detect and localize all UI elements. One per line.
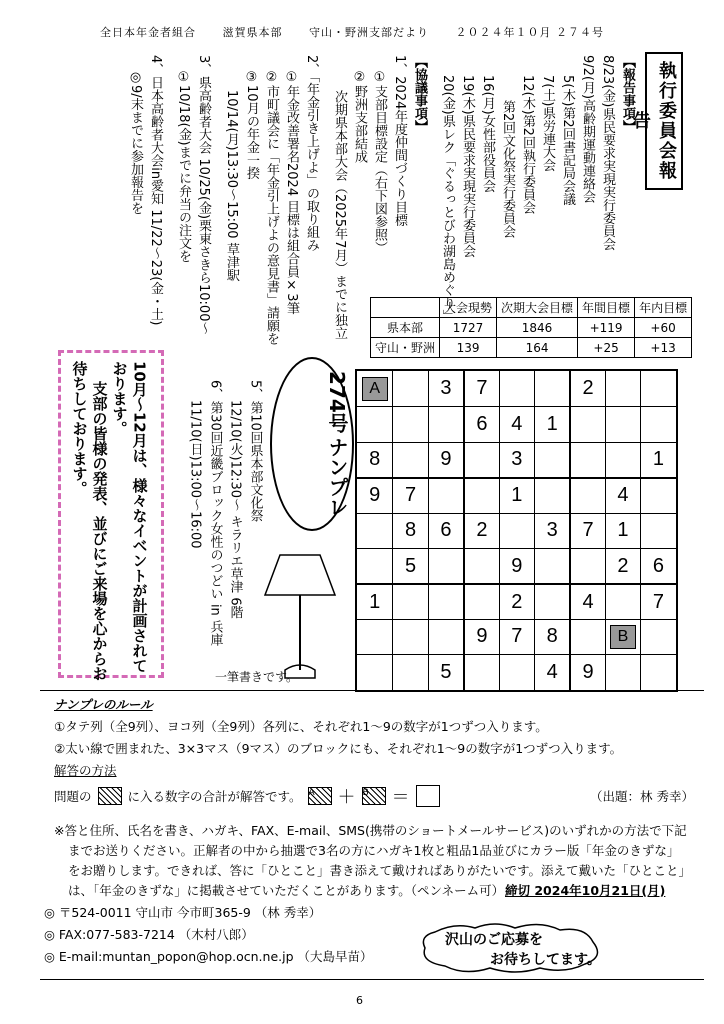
sudoku-cell[interactable]: 3 xyxy=(499,442,534,477)
sudoku-cell[interactable] xyxy=(640,619,675,654)
sudoku-cell[interactable]: 7 xyxy=(499,619,534,654)
sudoku-cell[interactable]: 2 xyxy=(605,548,640,583)
sudoku-cell[interactable] xyxy=(605,371,640,406)
table-cell: 139 xyxy=(440,338,497,358)
sudoku-cell[interactable]: 7 xyxy=(569,513,604,548)
sudoku-cell[interactable] xyxy=(357,513,392,548)
sudoku-cell[interactable] xyxy=(605,406,640,441)
table-cell: +13 xyxy=(635,338,692,358)
agenda-item: ◎9/末までに参加報告を xyxy=(128,70,143,215)
sudoku-cell[interactable]: 3 xyxy=(428,371,463,406)
sudoku-cell[interactable] xyxy=(428,548,463,583)
header-branch: 滋賀県本部 xyxy=(222,26,283,39)
sudoku-cell[interactable] xyxy=(605,583,640,618)
sudoku-cell[interactable] xyxy=(463,442,498,477)
puzzle-issue: 274号 xyxy=(325,371,349,433)
sudoku-cell[interactable] xyxy=(534,442,569,477)
email-address[interactable]: ◎ E-mail:muntan_popon@hop.ocn.ne.jp （大島早苗） xyxy=(44,949,373,964)
agenda-item: ①支部目標設定（右下図参照） xyxy=(372,70,387,254)
sudoku-cell[interactable]: 9 xyxy=(463,619,498,654)
sudoku-cell[interactable]: 8 xyxy=(357,442,392,477)
header-issue: ２０２４年１０月 ２７４号 xyxy=(455,26,604,39)
puzzle-caption: 一筆書きです。 xyxy=(215,670,299,684)
sudoku-cell[interactable] xyxy=(428,619,463,654)
rule-1: ①タテ列（全9列）、ヨコ列（全9列）各列に、それぞれ1～9の数字が1つずつ入ります。 xyxy=(54,719,548,734)
sudoku-cell[interactable]: 5 xyxy=(428,654,463,689)
sudoku-cell[interactable]: 8 xyxy=(392,513,427,548)
sudoku-cell[interactable]: 4 xyxy=(569,583,604,618)
table-cell: +119 xyxy=(578,318,635,338)
table-cell: 年内目標 xyxy=(635,298,692,318)
sudoku-cell[interactable] xyxy=(640,513,675,548)
table-cell xyxy=(371,298,440,318)
sudoku-cell[interactable]: 4 xyxy=(499,406,534,441)
sudoku-cell[interactable] xyxy=(392,442,427,477)
marker-b-icon: B xyxy=(362,787,386,805)
table-row xyxy=(371,318,692,338)
table-cell: 1846 xyxy=(497,318,578,338)
note-line: をお贈りします。できれば、答に「ひとこと」書き添えて戴ければありがたいです。添えて戴いた「ひとこと」 xyxy=(68,863,692,878)
puzzle-title: ナンプレ xyxy=(325,436,349,517)
table-row xyxy=(371,338,692,358)
sudoku-cell[interactable] xyxy=(357,619,392,654)
sudoku-cell[interactable]: 9 xyxy=(499,548,534,583)
report-item: 19(木)県民要求実現実行委員会 xyxy=(460,75,475,258)
table-cell: +60 xyxy=(635,318,692,338)
page-title: 執行委員会報告 xyxy=(645,52,683,190)
report-item: 16(月)女性部役員会 xyxy=(480,75,495,193)
sudoku-cell[interactable] xyxy=(605,654,640,689)
answer-formula xyxy=(54,783,694,809)
sudoku-cell[interactable]: 4 xyxy=(534,654,569,689)
report-item: 第2回文化祭実行委員会 xyxy=(500,100,515,239)
sudoku-cell[interactable] xyxy=(428,583,463,618)
sudoku-cell[interactable]: 6 xyxy=(463,406,498,441)
agenda-heading: 【協議事項】 xyxy=(412,55,427,133)
agenda-item: ②市町議会に「年金引上げよの意見書」請願を xyxy=(264,70,279,345)
sudoku-cell[interactable] xyxy=(640,371,675,406)
report-item: 5(木)第2回書記局会議 xyxy=(560,75,575,206)
sudoku-cell[interactable]: 6 xyxy=(640,548,675,583)
sudoku-cell[interactable] xyxy=(605,619,640,654)
table-cell: 守山・野洲 xyxy=(371,338,440,358)
answer-mid: に入る数字の合計が解答です。 xyxy=(127,789,302,804)
marker-b: B xyxy=(610,625,636,649)
note-line: は、「年金のきずな」に掲載させていただくことがあります。（ペンネーム可） xyxy=(68,883,505,898)
sudoku-cell[interactable] xyxy=(499,513,534,548)
rule-2: ②太い線で囲まれた、3×3マス（9マス）のブロックにも、それぞれ1～9の数字が1つずつ入ります。 xyxy=(54,741,623,756)
rules-heading: ナンプレのルール xyxy=(54,697,153,712)
sudoku-cell[interactable]: 6 xyxy=(428,513,463,548)
event-item: 12/10(火)12:30～ キラリエ草津 6階 xyxy=(227,400,243,619)
answer-heading: 解答の方法 xyxy=(54,763,117,778)
event-item: 6、第30回近畿ブロック女性のつどい in 兵庫 xyxy=(207,380,223,646)
sudoku-cell[interactable] xyxy=(392,406,427,441)
table-cell: +25 xyxy=(578,338,635,358)
sudoku-cell[interactable] xyxy=(569,548,604,583)
sudoku-cell[interactable]: 8 xyxy=(534,619,569,654)
marker-a: A xyxy=(362,377,388,401)
notice-line: おります。 xyxy=(110,361,129,436)
sudoku-grid[interactable] xyxy=(355,369,678,692)
table-cell: 大会現勢 xyxy=(440,298,497,318)
sudoku-cell[interactable] xyxy=(640,406,675,441)
fax-number: ◎ FAX:077-583-7214 （木村八郎） xyxy=(44,927,254,942)
sudoku-cell[interactable] xyxy=(463,654,498,689)
page-header xyxy=(100,24,626,40)
membership-stats-table xyxy=(370,297,692,358)
note-line: ※答と住所、氏名を書き、ハガキ、FAX、E-mail、SMS(携帯のショートメールサービス)のいずれかの方法で下記 xyxy=(54,823,687,838)
bubble-line-2: お待ちしてます。 xyxy=(490,952,601,968)
sudoku-cell[interactable]: 7 xyxy=(640,583,675,618)
bubble-line-1: 沢山のご応募を xyxy=(445,932,543,948)
notice-line: 待ちしております。 xyxy=(70,361,89,496)
agenda-item: 10/14(月)13:30～15:00 草津駅 xyxy=(224,90,239,282)
sudoku-cell[interactable] xyxy=(392,654,427,689)
sudoku-cell[interactable]: 1 xyxy=(499,477,534,512)
sudoku-cell[interactable] xyxy=(499,654,534,689)
sudoku-cell[interactable]: 1 xyxy=(357,583,392,618)
sudoku-cell[interactable] xyxy=(569,442,604,477)
hatched-box-icon xyxy=(98,787,122,805)
marker-a-icon: A xyxy=(308,787,332,805)
notice-box xyxy=(58,350,164,681)
sudoku-cell[interactable]: 9 xyxy=(357,477,392,512)
sudoku-cell[interactable]: 3 xyxy=(534,513,569,548)
notice-line: 支部の皆様の発表、並びにご来場を心からお xyxy=(90,381,109,681)
sudoku-cell[interactable] xyxy=(463,583,498,618)
report-item: 12(木)第2回執行委員会 xyxy=(520,75,535,214)
agenda-item: ①10/18(金)までに弁当の注文を xyxy=(176,70,191,263)
sudoku-cell[interactable] xyxy=(534,477,569,512)
sudoku-cell[interactable]: 7 xyxy=(463,371,498,406)
report-heading: 【報告事項】 xyxy=(620,55,635,133)
sudoku-cell[interactable] xyxy=(357,654,392,689)
sudoku-cell[interactable] xyxy=(428,477,463,512)
sudoku-cell[interactable] xyxy=(357,406,392,441)
agenda-item: ③10月の年金一揆 xyxy=(244,70,259,180)
table-cell: 1727 xyxy=(440,318,497,338)
sudoku-cell[interactable] xyxy=(640,477,675,512)
sudoku-cell[interactable]: 1 xyxy=(640,442,675,477)
sudoku-cell[interactable] xyxy=(463,548,498,583)
sudoku-cell[interactable] xyxy=(534,548,569,583)
header-newsletter: 守山・野洲支部だより xyxy=(309,26,429,39)
puzzle-title-bubble xyxy=(270,357,354,531)
agenda-item: 4、日本高齢者大会in愛知 11/22～23(金・土) xyxy=(148,55,163,326)
report-item: 8/23(金)県民要求実現実行委員会 xyxy=(600,55,615,251)
sudoku-cell[interactable] xyxy=(392,371,427,406)
sudoku-cell[interactable]: 5 xyxy=(392,548,427,583)
sudoku-cell[interactable] xyxy=(463,477,498,512)
sudoku-cell[interactable] xyxy=(569,477,604,512)
sudoku-cell[interactable]: 9 xyxy=(428,442,463,477)
sudoku-cell[interactable]: 1 xyxy=(534,406,569,441)
table-row xyxy=(371,298,692,318)
agenda-item: 3、県高齢者大会 10/25(金)栗東さきら10:00～ xyxy=(196,55,211,335)
report-item: 9/2(月)高齢期運動連絡会 xyxy=(580,55,595,204)
puzzle-author: （出題：林 秀幸） xyxy=(590,789,694,804)
table-cell: 年間目標 xyxy=(578,298,635,318)
sudoku-cell[interactable] xyxy=(534,583,569,618)
table-cell: 次期大会目標 xyxy=(497,298,578,318)
report-item: 7(土)県労連大会 xyxy=(540,75,555,172)
sudoku-cell[interactable] xyxy=(357,548,392,583)
answer-blank-box[interactable] xyxy=(416,785,440,807)
sudoku-cell[interactable]: 4 xyxy=(605,477,640,512)
sudoku-cell[interactable] xyxy=(605,442,640,477)
address: ◎ 〒524-0011 守山市 今市町365-9 （林 秀幸） xyxy=(44,905,322,920)
plus-sign: ＋ xyxy=(337,787,356,808)
agenda-item: ①年金改善署名2024 目標は組合員×3筆 xyxy=(284,70,299,315)
sudoku-cell[interactable]: 2 xyxy=(569,371,604,406)
sudoku-cell[interactable]: 1 xyxy=(605,513,640,548)
table-cell: 164 xyxy=(497,338,578,358)
sudoku-cell[interactable]: 9 xyxy=(569,654,604,689)
header-org: 全日本年金者組合 xyxy=(100,26,196,39)
note-line: までお送りください。正解者の中から抽選で3名の方にハガキ1枚と粗品1品並びにカラー版「年金のきずな」 xyxy=(68,843,680,858)
notice-line: 10月～12月は、様々なイベントが計画されて xyxy=(130,361,149,673)
event-item: 5、第10回県本部文化祭 xyxy=(247,380,263,522)
sudoku-cell[interactable] xyxy=(428,406,463,441)
deadline: 締切 2024年10月21日(月) xyxy=(505,883,666,898)
agenda-item: 次期県本部大会（2025年7月）までに独立 xyxy=(332,90,347,340)
report-item: 20(金)県レク「ぐるっとびわ湖島めぐり」 xyxy=(440,75,455,323)
event-item: 11/10(日)13:00～16:00 xyxy=(187,400,203,549)
sudoku-cell[interactable] xyxy=(640,654,675,689)
sudoku-cell[interactable]: 7 xyxy=(392,477,427,512)
sudoku-cell[interactable]: 2 xyxy=(463,513,498,548)
sudoku-cell[interactable] xyxy=(569,406,604,441)
sudoku-cell[interactable]: 2 xyxy=(499,583,534,618)
agenda-item: ②野洲支部結成 xyxy=(352,70,367,163)
table-cell: 県本部 xyxy=(371,318,440,338)
page-number: 6 xyxy=(356,994,363,1007)
sudoku-cell[interactable] xyxy=(392,619,427,654)
sudoku-cell[interactable] xyxy=(392,583,427,618)
sudoku-cell[interactable] xyxy=(499,371,534,406)
agenda-item: 2、「年金引き上げよ」の取り組み xyxy=(304,55,319,252)
equals-sign: ＝ xyxy=(391,787,410,808)
lamp-illustration-icon xyxy=(255,530,345,690)
agenda-item: 1、2024年度仲間づくり目標 xyxy=(392,55,407,227)
sudoku-cell[interactable] xyxy=(569,619,604,654)
sudoku-cell[interactable] xyxy=(357,371,392,406)
answer-prefix: 問題の xyxy=(54,789,92,804)
sudoku-cell[interactable] xyxy=(534,371,569,406)
